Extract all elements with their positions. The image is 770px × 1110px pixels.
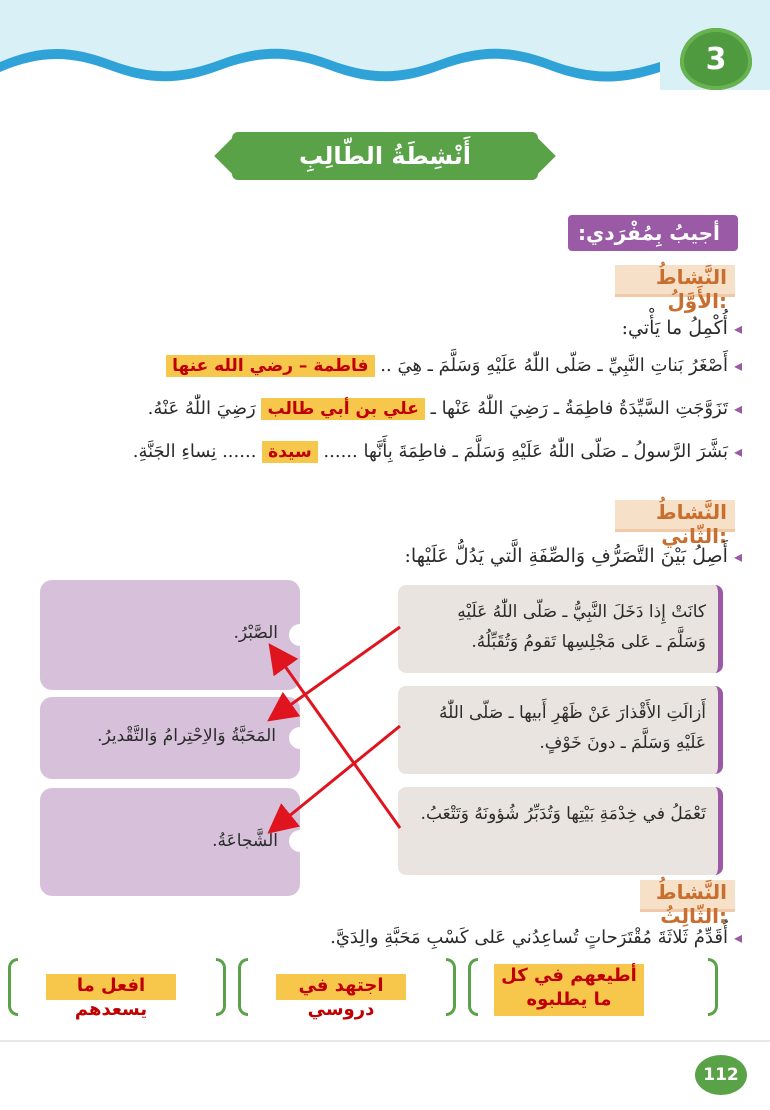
answer-highlight: علي بن أبي طالب xyxy=(261,398,424,420)
trait-text: الصَّبْرُ. xyxy=(233,623,278,643)
page-number: 112 xyxy=(695,1055,747,1095)
item-text-after: ...... نِساءِ الجَنَّةِ. xyxy=(132,441,257,462)
arrow-2 xyxy=(272,648,400,828)
answer-highlight: فاطمة – رضي الله عنها xyxy=(166,355,374,377)
bracket-left xyxy=(238,958,248,1016)
item-text: بَشَّرَ الرَّسولُ ـ صَلّى اللّٰهُ عَلَيْهِ وَسَلَّمَ ـ فاطِمَةَ بِأَنَّها ...... xyxy=(323,441,728,462)
arrow-3 xyxy=(272,726,400,830)
bracket-right xyxy=(708,958,718,1016)
suggestion-text: أطيعهم في كل ما يطلبوه xyxy=(494,964,644,1016)
activity1-title: النَّشاطُ الأَوَّلُ: xyxy=(615,265,735,297)
activity2-title: النَّشاطُ الثّاني: xyxy=(615,500,735,532)
bracket-right xyxy=(216,958,226,1016)
footer-divider xyxy=(0,1040,770,1042)
bullet-icon: ◂ xyxy=(733,442,742,461)
bracket-right xyxy=(446,958,456,1016)
item-text: أَصْغَرُ بَناتِ النَّبِيِّ ـ صَلّى اللّٰهُ عَلَيْهِ وَسَلَّمَ ـ هِيَ .. xyxy=(380,355,728,376)
activity1-prompt-text: أُكْمِلُ ما يَأْتي: xyxy=(621,317,728,339)
bullet-icon: ◂ xyxy=(733,547,742,566)
answer-highlight: سيدة xyxy=(262,441,318,463)
bullet-icon: ◂ xyxy=(733,928,742,947)
trait-text: المَحَبَّةُ وَالاِحْتِرامُ وَالتَّقْديرُ. xyxy=(97,726,276,746)
bracket-left xyxy=(8,958,18,1016)
suggestion-slot-2 xyxy=(238,958,456,1020)
activity3-prompt xyxy=(22,922,742,954)
item-text: تَزَوَّجَتِ السَّيِّدَةُ فاطِمَةُ ـ رَضِيَ اللّٰهُ عَنْها ـ xyxy=(430,398,728,419)
trait-text: الشَّجاعَةُ. xyxy=(212,831,278,851)
action-text: تَعْمَلُ في خِدْمَةِ بَيْتِها وَتُدَبِّرُ شُؤونَهُ وَتَتْعَبُ. xyxy=(420,804,706,824)
suggestion-text: افعل ما يسعدهم xyxy=(46,974,176,1000)
instruction-label: أجيبُ بِمُفْرَدي: xyxy=(568,215,738,251)
activity2-prompt-text: أَصِلُ بَيْنَ التَّصَرُّفِ وَالصِّفَةِ الَّتي يَدُلُّ عَلَيْها: xyxy=(404,545,728,567)
suggestion-text: اجتهد في دروسي xyxy=(276,974,406,1000)
section-title: أَنْشِطَةُ الطّالِبِ xyxy=(232,132,538,180)
item-text-after: رَضِيَ اللّٰهُ عَنْهُ. xyxy=(147,398,256,419)
action-text: أَزالَتِ الأَقْذارَ عَنْ ظَهْرِ أَبيها ـ صَلّى اللّٰهُ عَلَيْهِ وَسَلَّمَ ـ دونَ خَوْفٍ. xyxy=(438,703,706,753)
bullet-icon: ◂ xyxy=(733,399,742,418)
action-text: كانَتْ إِذا دَخَلَ النَّبِيُّ ـ صَلّى اللّٰهُ عَلَيْهِ وَسَلَّمَ ـ عَلى مَجْلِسِها تَقومُ وَتُقَبِّلُهُ. xyxy=(457,602,706,652)
bullet-icon: ◂ xyxy=(733,319,742,338)
suggestion-slot-1 xyxy=(468,958,718,1016)
activity3-title: النَّشاطُ الثّالِثُ: xyxy=(640,880,735,912)
activity3-prompt-text: أُقَدِّمُ ثَلاثَةَ مُقْتَرَحاتٍ تُساعِدُني عَلى كَسْبِ مَحَبَّةِ والِدَيَّ. xyxy=(330,927,728,948)
lesson-number-badge: 3 xyxy=(680,28,752,90)
bracket-left xyxy=(468,958,478,1016)
suggestion-slot-3 xyxy=(8,958,226,1020)
bullet-icon: ◂ xyxy=(733,356,742,375)
